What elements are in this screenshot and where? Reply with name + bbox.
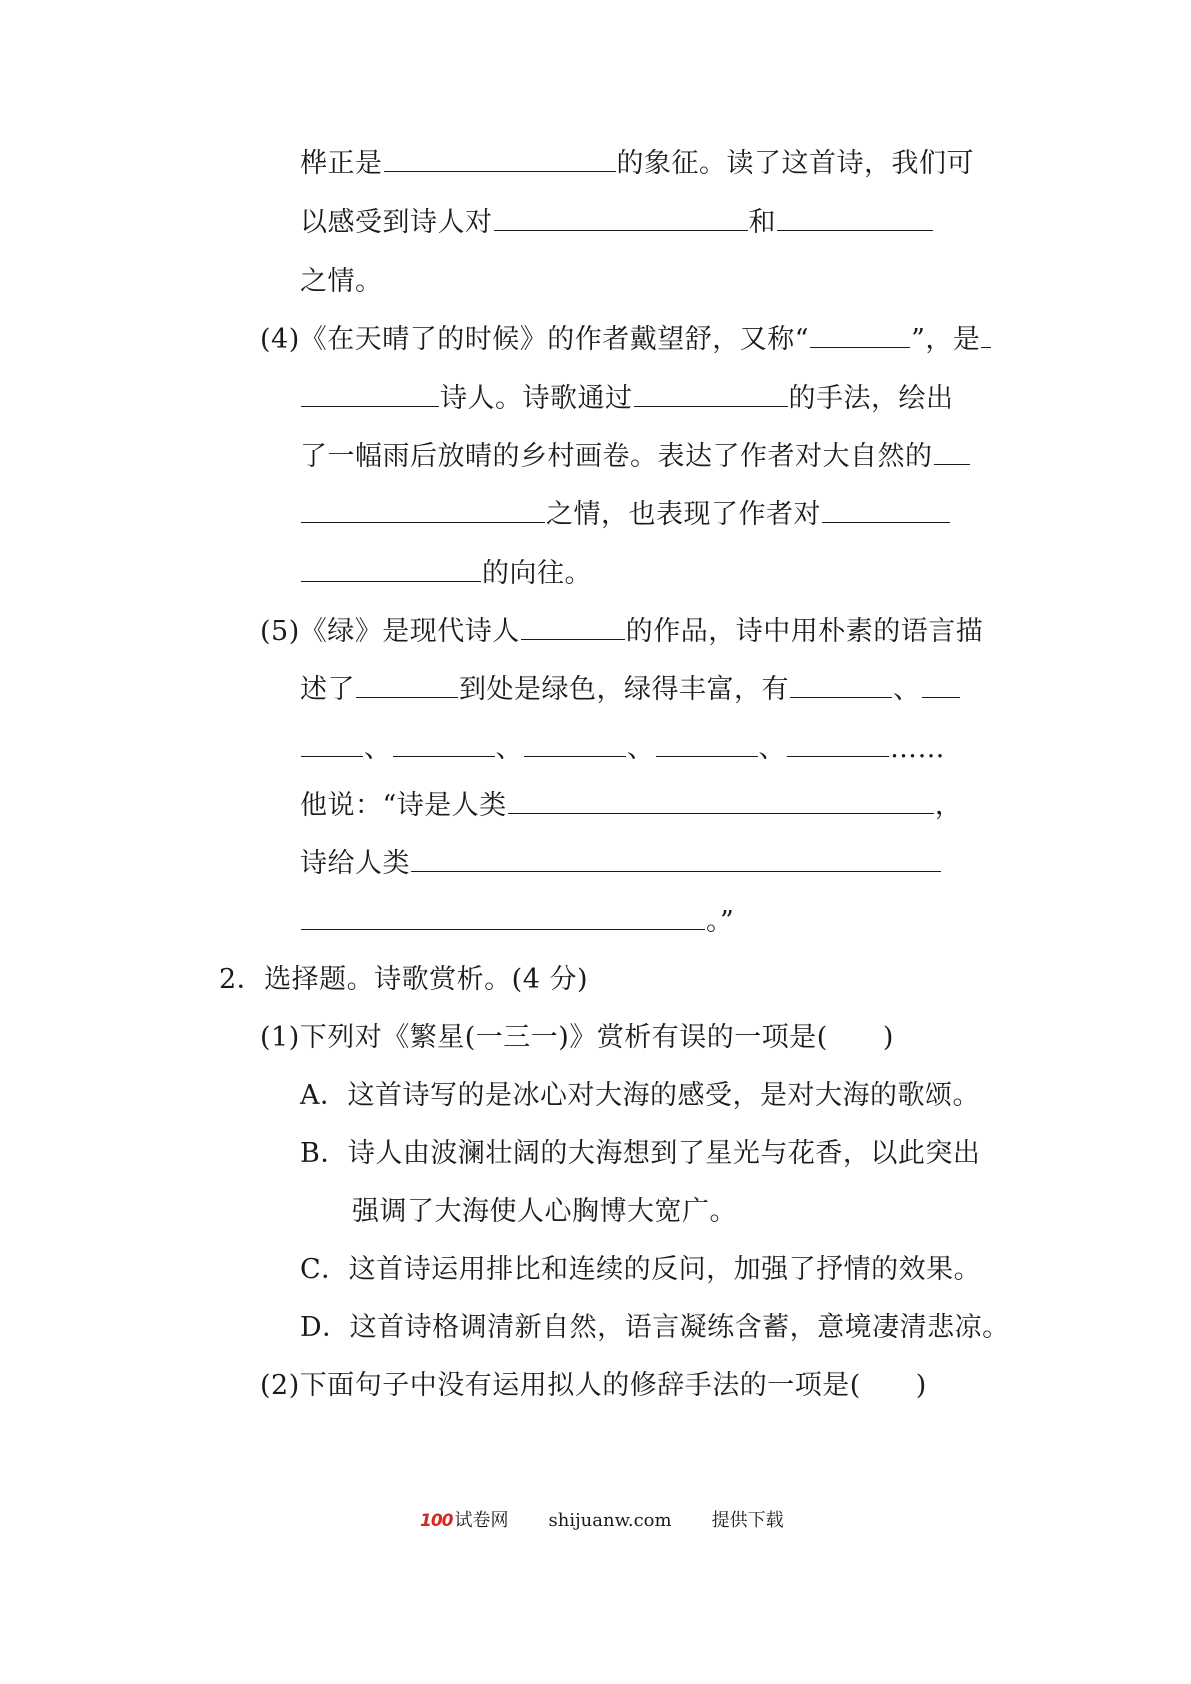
answer-blank[interactable] — [822, 498, 950, 523]
text-segment: 诗人。诗歌通过 — [440, 383, 633, 414]
answer-blank[interactable] — [981, 323, 991, 348]
site-domain: shijuanw.com — [548, 1510, 672, 1531]
text-segment: ”，是 — [911, 324, 981, 355]
answer-blank[interactable] — [393, 732, 495, 757]
option-text: 强调了大海使人心胸博大宽广。 — [352, 1196, 737, 1227]
answer-blank[interactable] — [656, 732, 758, 757]
question-5-line-1 — [260, 615, 983, 649]
option-text: A．这首诗写的是冰心对大海的感受，是对大海的歌颂。 — [300, 1080, 980, 1111]
text-segment: 的作品，诗中用朴素的语言描 — [625, 616, 984, 647]
question-4-line-5 — [300, 557, 592, 591]
separator: 、 — [364, 733, 392, 764]
text-segment: 、 — [893, 674, 921, 705]
text-segment: 的象征。读了这首诗，我们可 — [616, 148, 974, 179]
answer-blank[interactable] — [787, 732, 889, 757]
answer-blank[interactable] — [356, 673, 458, 698]
answer-blank[interactable] — [790, 673, 892, 698]
question-5-line-6 — [300, 905, 734, 939]
text-segment: 的手法，绘出 — [788, 383, 954, 414]
text-segment: 桦正是 — [300, 148, 383, 179]
answer-blank[interactable] — [777, 206, 933, 231]
text-segment: 到处是绿色，绿得丰富，有 — [459, 674, 789, 705]
download-note: 提供下载 — [711, 1510, 784, 1531]
option-a[interactable] — [300, 1079, 980, 1113]
text-segment: 。” — [706, 906, 735, 937]
text-segment: 述了 — [300, 674, 355, 705]
question-2-2 — [260, 1369, 927, 1403]
option-b[interactable] — [300, 1137, 980, 1171]
question-2-1 — [260, 1021, 894, 1055]
question-4-line-1 — [260, 323, 992, 357]
answer-blank[interactable] — [301, 732, 363, 757]
answer-blank[interactable] — [301, 498, 545, 523]
text-segment: (4)《在天晴了的时候》的作者戴望舒，又称“ — [260, 324, 810, 355]
question-text: (2)下面句子中没有运用拟人的修辞手法的一项是( ) — [260, 1370, 927, 1401]
answer-blank[interactable] — [301, 382, 439, 407]
answer-blank[interactable] — [521, 615, 625, 640]
text-segment: 之情，也表现了作者对 — [546, 499, 821, 530]
separator: 、 — [627, 733, 655, 764]
answer-blank[interactable] — [301, 905, 705, 930]
option-text: C．这首诗运用排比和连续的反问，加强了抒情的效果。 — [300, 1254, 982, 1285]
question-5-line-5 — [300, 847, 942, 881]
text-segment: 以感受到诗人对 — [300, 207, 493, 238]
question-4-line-3 — [300, 440, 971, 474]
text-segment: (5)《绿》是现代诗人 — [260, 616, 520, 647]
text-segment: 之情。 — [300, 266, 383, 297]
separator: 、 — [495, 733, 523, 764]
option-text: B．诗人由波澜壮阔的大海想到了星光与花香，以此突出 — [300, 1138, 981, 1169]
answer-blank[interactable] — [494, 206, 748, 231]
option-c[interactable] — [300, 1253, 981, 1287]
page-footer — [420, 1509, 784, 1533]
answer-blank[interactable] — [384, 147, 616, 172]
answer-blank[interactable] — [934, 440, 970, 465]
text-line-2 — [300, 206, 934, 240]
question-2-heading — [219, 963, 588, 997]
ellipsis: …… — [890, 733, 945, 764]
answer-blank[interactable] — [524, 732, 626, 757]
text-segment: 的向往。 — [482, 558, 592, 589]
text-segment: 他说：“诗是人类 — [300, 790, 507, 821]
question-5-line-4 — [300, 789, 962, 823]
option-d[interactable] — [300, 1311, 1010, 1345]
separator: 、 — [758, 733, 786, 764]
text-segment: 诗给人类 — [300, 848, 410, 879]
text-line-1 — [300, 147, 974, 181]
option-b-continued — [352, 1195, 737, 1229]
site-logo: 100 — [420, 1511, 453, 1531]
question-text: (1)下列对《繁星(一三一)》赏析有误的一项是( ) — [260, 1022, 894, 1053]
answer-blank[interactable] — [301, 557, 481, 582]
answer-blank[interactable] — [634, 382, 788, 407]
question-heading-text: 2．选择题。诗歌赏析。(4 分) — [219, 964, 589, 995]
answer-blank[interactable] — [411, 847, 941, 872]
question-4-line-2 — [300, 382, 954, 416]
text-segment: ， — [934, 790, 963, 821]
site-name: 试卷网 — [454, 1510, 509, 1531]
question-4-line-4 — [300, 498, 951, 532]
question-5-line-2 — [300, 673, 961, 707]
question-5-line-3 — [300, 732, 945, 766]
text-line-3 — [300, 265, 383, 299]
option-text: D．这首诗格调清新自然，语言凝练含蓄，意境凄清悲凉。 — [300, 1312, 1010, 1343]
answer-blank[interactable] — [810, 323, 910, 348]
answer-blank[interactable] — [922, 673, 960, 698]
text-segment: 和 — [748, 207, 776, 238]
answer-blank[interactable] — [508, 789, 934, 814]
text-segment: 了一幅雨后放晴的乡村画卷。表达了作者对大自然的 — [300, 441, 933, 472]
